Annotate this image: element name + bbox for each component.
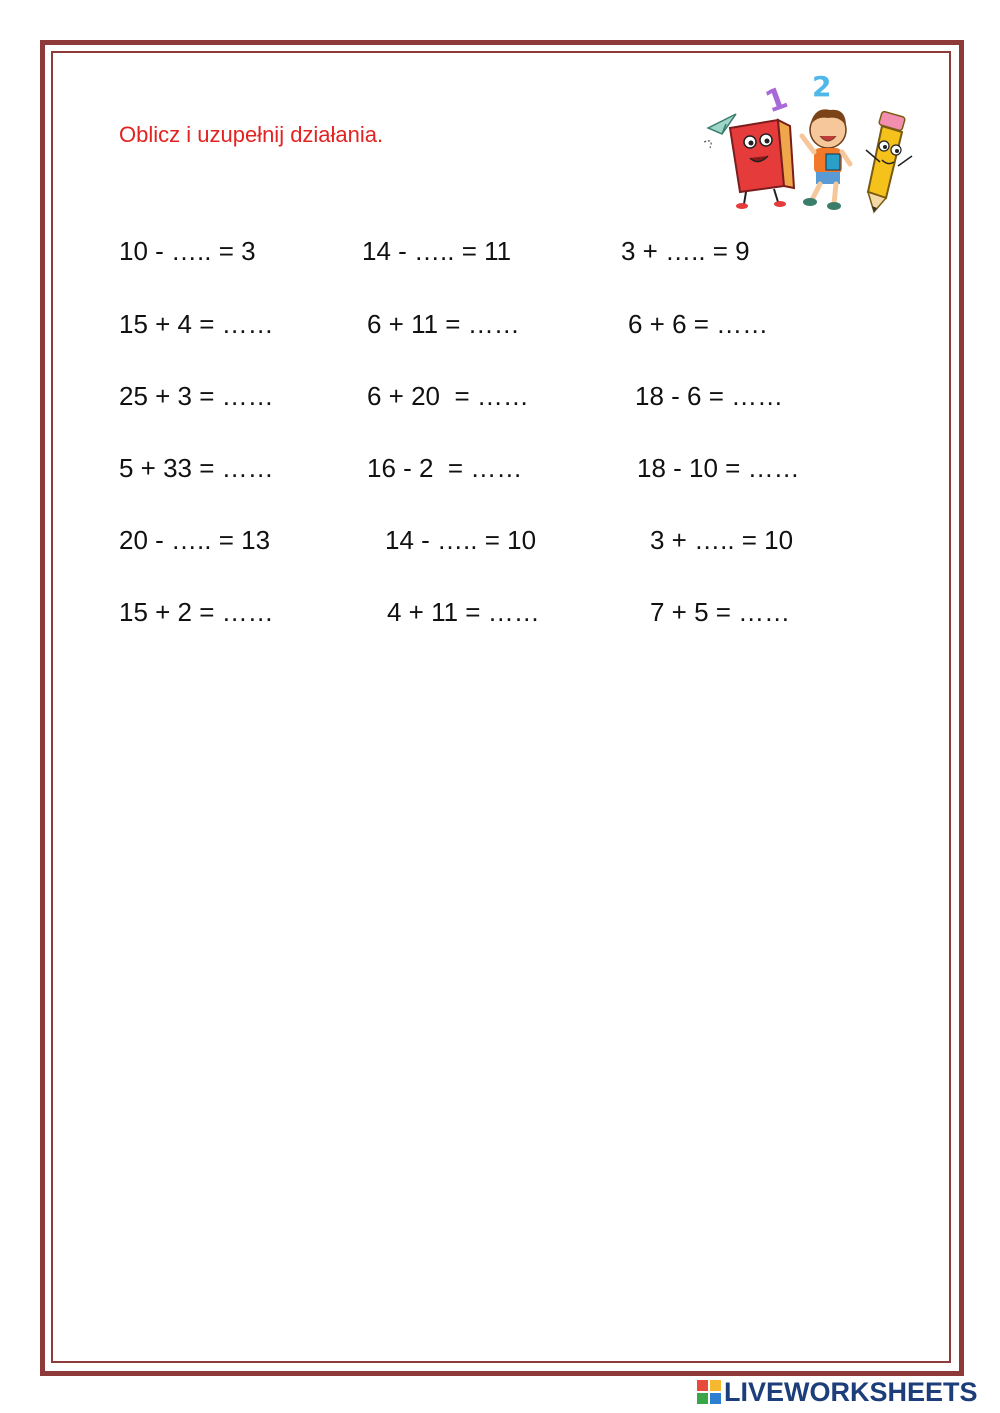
book-character-icon bbox=[730, 120, 794, 209]
equation-r6-c3: 7 + 5 = …… bbox=[650, 597, 791, 627]
equation-r4-c2: 16 - 2 = …… bbox=[367, 453, 523, 483]
equation-r1-c3: 3 + ….. = 9 bbox=[621, 236, 750, 266]
number-two-glyph: 2 bbox=[812, 70, 832, 103]
boy-character-icon bbox=[802, 109, 850, 210]
equation-r5-c3: 3 + ….. = 10 bbox=[650, 525, 794, 555]
equation-r6-c2: 4 + 11 = …… bbox=[387, 597, 540, 627]
equation-r3-c2: 6 + 20 = …… bbox=[367, 381, 529, 411]
number-one-glyph: 1 bbox=[760, 80, 793, 121]
equation-r2-c1: 15 + 4 = …… bbox=[119, 309, 274, 339]
equation-r2-c3: 6 + 6 = …… bbox=[628, 309, 769, 339]
equation-r5-c1: 20 - ….. = 13 bbox=[119, 525, 271, 555]
pencil-character-icon bbox=[866, 111, 912, 212]
equation-r1-c2: 14 - ….. = 11 bbox=[362, 236, 512, 266]
instruction-text: Oblicz i uzupełnij działania. bbox=[119, 122, 384, 147]
liveworksheets-wordmark: LIVEWORKSHEETS bbox=[724, 1376, 978, 1407]
liveworksheets-logo[interactable] bbox=[697, 1377, 978, 1407]
equation-r6-c1: 15 + 2 = …… bbox=[119, 597, 274, 627]
liveworksheets-logo-icon bbox=[697, 1380, 721, 1404]
kids-school-clipart bbox=[700, 66, 925, 216]
equation-r4-c3: 18 - 10 = …… bbox=[637, 453, 800, 483]
equation-r3-c3: 18 - 6 = …… bbox=[635, 381, 784, 411]
equation-r3-c1: 25 + 3 = …… bbox=[119, 381, 274, 411]
equation-r1-c1: 10 - ….. = 3 bbox=[119, 236, 256, 266]
equation-r4-c1: 5 + 33 = …… bbox=[119, 453, 274, 483]
equation-r5-c2: 14 - ….. = 10 bbox=[385, 525, 537, 555]
equation-r2-c2: 6 + 11 = …… bbox=[367, 309, 520, 339]
